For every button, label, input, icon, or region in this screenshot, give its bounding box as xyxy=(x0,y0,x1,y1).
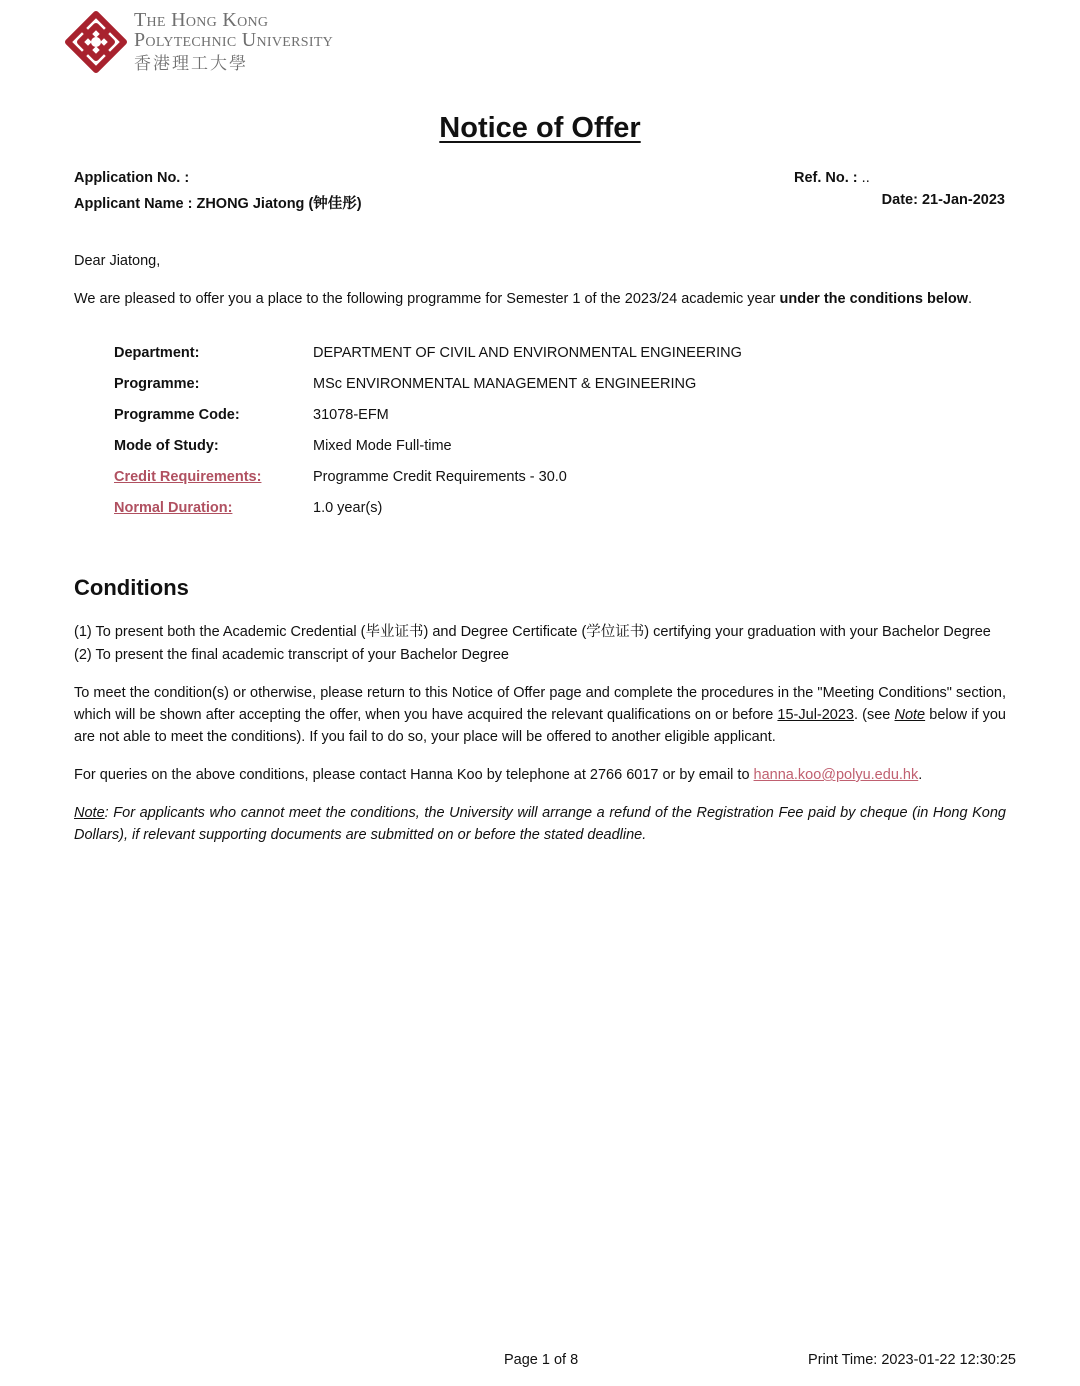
programme-detail-row xyxy=(114,469,1014,491)
offer-date xyxy=(882,192,1005,208)
university-name-chinese: 香港理工大學 xyxy=(134,54,248,74)
programme-detail-label: Department: xyxy=(114,345,200,361)
queries-end: . xyxy=(918,767,923,783)
intro-paragraph xyxy=(74,288,972,310)
intro-text: We are pleased to offer you a place to the following programme for Semester 1 of the 2023/24 academic year xyxy=(74,291,776,307)
ref-no xyxy=(794,170,870,186)
university-name-line1: The Hong Kong xyxy=(134,9,269,31)
university-letterhead xyxy=(64,8,404,76)
programme-detail-row xyxy=(114,500,1014,522)
programme-detail-row xyxy=(114,376,1014,398)
meeting-text-3: below if you are not able to meet the conditions). If you fail to do so, your place will be offered to another eligible applicant. xyxy=(74,707,1007,745)
programme-detail-value: MSc ENVIRONMENTAL MANAGEMENT & ENGINEERING xyxy=(313,376,697,392)
programme-detail-label[interactable]: Normal Duration: xyxy=(114,500,233,516)
meeting-conditions-paragraph xyxy=(74,682,1006,748)
contact-email-link[interactable]: hanna.koo@polyu.edu.hk xyxy=(753,767,919,783)
programme-detail-value: 1.0 year(s) xyxy=(313,500,383,516)
note-reference: Note xyxy=(894,707,926,723)
applicant-name-value: ZHONG Jiatong (钟佳彤) xyxy=(196,196,362,212)
condition-item-2: (2) To present the final academic transcript of your Bachelor Degree xyxy=(74,647,509,663)
intro-end: . xyxy=(968,291,973,307)
deadline-date: 15-Jul-2023 xyxy=(777,707,854,723)
university-name-line2: Polytechnic University xyxy=(134,29,334,51)
intro-bold: under the conditions below xyxy=(779,291,969,307)
programme-detail-label[interactable]: Credit Requirements: xyxy=(114,469,262,485)
note-paragraph xyxy=(74,802,1006,846)
applicant-name-label: Applicant Name : xyxy=(74,196,193,212)
ref-no-label: Ref. No. : xyxy=(794,170,858,186)
queries-text: For queries on the above conditions, please contact Hanna Koo by telephone at 2766 6017 or by email to xyxy=(74,767,750,783)
programme-detail-row xyxy=(114,407,1014,429)
application-no-label: Application No. : xyxy=(74,170,190,186)
page-title: Notice of Offer xyxy=(439,112,641,144)
programme-detail-value: Programme Credit Requirements - 30.0 xyxy=(313,469,567,485)
meeting-text-1: To meet the condition(s) or otherwise, please return to this Notice of Offer page and complete the procedures in the "Meeting Conditions" section, which will be shown after accepting the offer, when you have acquired the relevant qualifications on or before xyxy=(74,685,1006,723)
programme-detail-label: Mode of Study: xyxy=(114,438,219,454)
programme-detail-value: DEPARTMENT OF CIVIL AND ENVIRONMENTAL ENGINEERING xyxy=(313,345,742,361)
page-number: Page 1 of 8 xyxy=(504,1352,579,1368)
programme-detail-value: Mixed Mode Full-time xyxy=(313,438,452,454)
meeting-text-2: . (see xyxy=(854,707,891,723)
programme-detail-label: Programme: xyxy=(114,376,200,392)
programme-detail-row xyxy=(114,438,1014,460)
ref-no-value: .. xyxy=(861,170,870,186)
date-value: 21-Jan-2023 xyxy=(921,192,1005,208)
programme-detail-row xyxy=(114,345,1014,367)
programme-detail-value: 31078-EFM xyxy=(313,407,389,423)
date-label: Date: xyxy=(881,192,918,208)
note-text: : For applicants who cannot meet the conditions, the University will arrange a refund of the Registration Fee paid by cheque (in Hong Kong Dollars), if relevant supporting documents are submitted on or before the stated deadline. xyxy=(74,805,1006,843)
queries-paragraph xyxy=(74,764,922,786)
polyu-logo-icon xyxy=(64,10,128,74)
condition-item-1: (1) To present both the Academic Credential (毕业证书) and Degree Certificate (学位证书) certifying your graduation with your Bachelor Degree xyxy=(74,624,991,640)
applicant-name xyxy=(74,192,362,213)
programme-detail-label: Programme Code: xyxy=(114,407,240,423)
note-label: Note xyxy=(74,805,105,821)
salutation: Dear Jiatong, xyxy=(74,253,161,269)
conditions-heading: Conditions xyxy=(74,575,189,600)
print-time: Print Time: 2023-01-22 12:30:25 xyxy=(808,1352,1016,1368)
